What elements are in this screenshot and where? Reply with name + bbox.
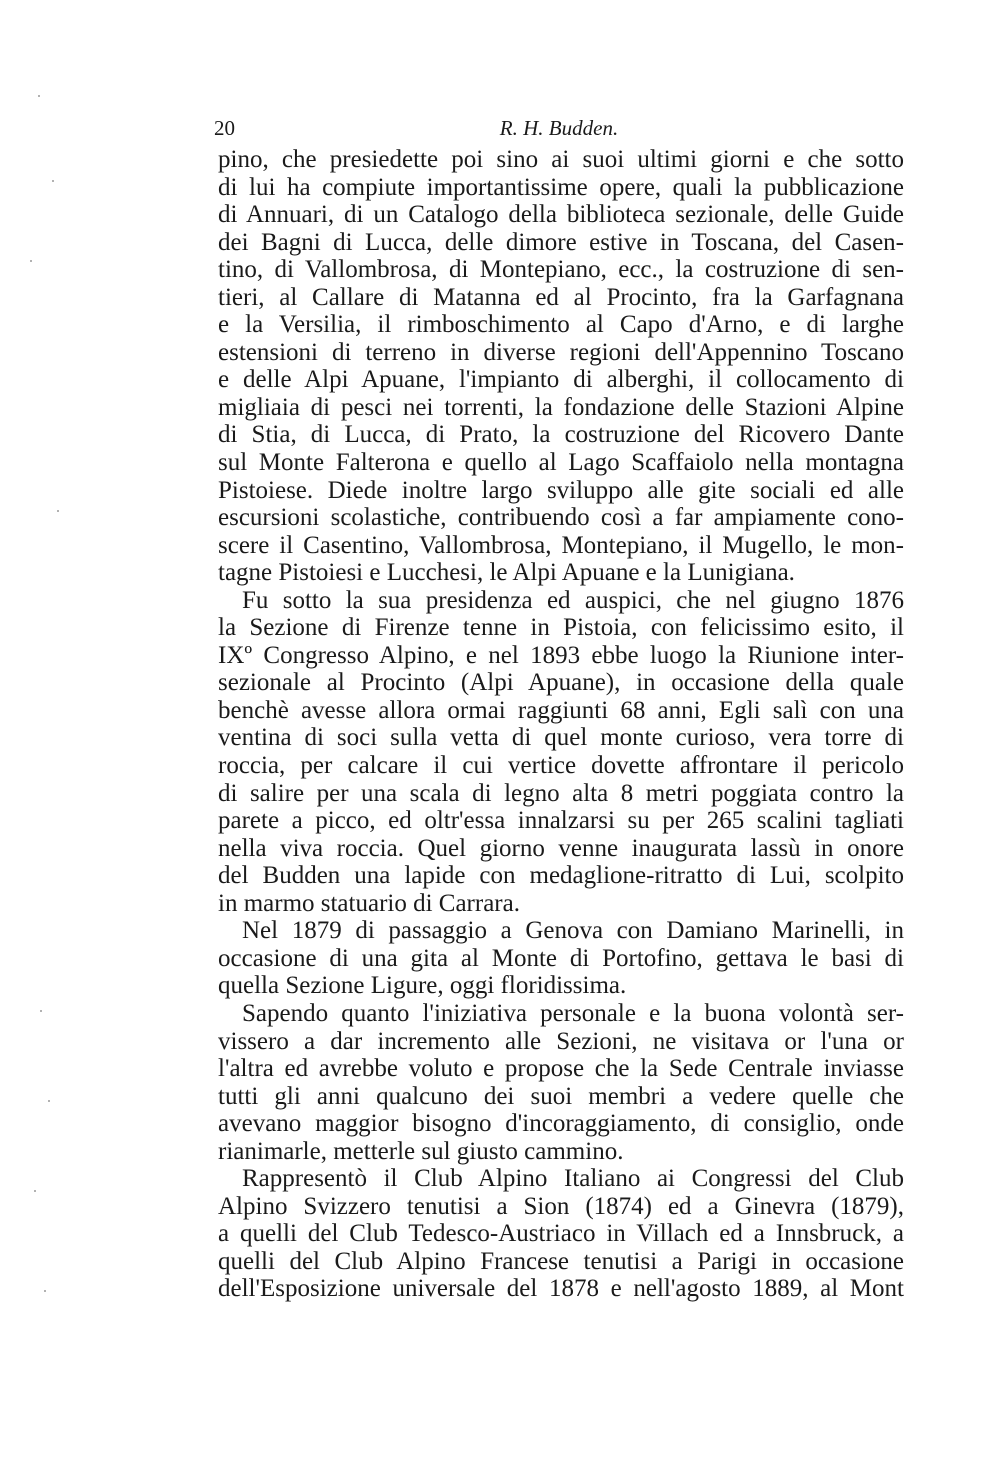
running-title: R. H. Budden. — [499, 116, 619, 140]
text-line: l'altra ed avrebbe voluto e propose che la Sede Centrale inviasse — [218, 1055, 904, 1083]
text-line: sezionale al Procinto (Alpi Apuane), in occasione della quale — [218, 669, 904, 697]
text-line: avevano maggior bisogno d'incoraggiamento, di consiglio, onde — [218, 1110, 904, 1138]
text-line: del Budden una lapide con medaglione-ritratto di Lui, scolpito — [218, 862, 904, 890]
text-line: Alpino Svizzero tenutisi a Sion (1874) ed a Ginevra (1879), — [218, 1192, 904, 1220]
text-line: parete a picco, ed oltr'essa innalzarsi su per 265 scalini tagliati — [218, 807, 904, 835]
text-line: di lui ha compiute importantissime opere, quali la pubblicazione — [218, 173, 904, 201]
text-line: tino, di Vallombrosa, di Montepiano, ecc., la costruzione di sen- — [218, 256, 904, 284]
text-line: dei Bagni di Lucca, delle dimore estive in Toscana, del Casen- — [218, 228, 904, 256]
text-line: tieri, al Callare di Matanna ed al Procinto, fra la Garfagnana — [218, 283, 904, 311]
text-line: a quelli del Club Tedesco-Austriaco in Villach ed a Innsbruck, a — [218, 1220, 904, 1248]
text-line: IXº Congresso Alpino, e nel 1893 ebbe luogo la Riunione inter- — [218, 641, 904, 669]
text-line: nella viva roccia. Quel giorno venne inaugurata lassù in onore — [218, 834, 904, 862]
text-line: roccia, per calcare il cui vertice dovette affrontare il pericolo — [218, 752, 904, 780]
scan-speck — [44, 1290, 46, 1292]
page-number: 20 — [214, 116, 235, 140]
text-line: Rappresentò il Club Alpino Italiano ai Congressi del Club — [242, 1165, 904, 1193]
scan-speck — [48, 1100, 50, 1102]
text-line: sul Monte Falterona e quello al Lago Scaffaiolo nella montagna — [218, 449, 904, 477]
text-line: quelli del Club Alpino Francese tenutisi a Parigi in occasione — [218, 1247, 904, 1275]
text-line: Fu sotto la sua presidenza ed auspici, che nel giugno 1876 — [242, 586, 904, 614]
text-line: quella Sezione Ligure, oggi floridissima. — [218, 972, 627, 1000]
text-line: rianimarle, metterle sul giusto cammino. — [218, 1137, 624, 1165]
scan-speck — [34, 1190, 36, 1192]
text-line: tutti gli anni qualcuno dei suoi membri a vedere quelle che — [218, 1082, 904, 1110]
text-line: Sapendo quanto l'iniziativa personale e la buona volontà ser- — [242, 999, 904, 1027]
text-line: la Sezione di Firenze tenne in Pistoia, con felicissimo esito, il — [218, 614, 904, 642]
text-line: estensioni di terreno in diverse regioni dell'Appennino Toscano — [218, 338, 904, 366]
scan-speck — [57, 510, 59, 512]
text-line: di Annuari, di un Catalogo della biblioteca sezionale, delle Guide — [218, 201, 904, 229]
text-line: e delle Alpi Apuane, l'impianto di alberghi, il collocamento di — [218, 366, 904, 394]
text-line: scere il Casentino, Vallombrosa, Montepiano, il Mugello, le mon- — [218, 531, 904, 559]
text-line: Nel 1879 di passaggio a Genova con Damiano Marinelli, in — [242, 917, 904, 945]
text-line: migliaia di pesci nei torrenti, la fondazione delle Stazioni Alpine — [218, 393, 904, 421]
text-line: di salire per una scala di legno alta 8 metri poggiata contro la — [218, 779, 904, 807]
text-line: escursioni scolastiche, contribuendo così a far ampiamente cono- — [218, 504, 904, 532]
text-line: occasione di una gita al Monte di Portofino, gettava le basi di — [218, 944, 904, 972]
text-line: vissero a dar incremento alle Sezioni, ne visitava or l'una or — [218, 1027, 904, 1055]
text-line: ventina di soci sulla vetta di quel monte curioso, vera torre di — [218, 724, 904, 752]
text-line: Pistoiese. Diede inoltre largo sviluppo alle gite sociali ed alle — [218, 476, 904, 504]
text-line: e la Versilia, il rimboschimento al Capo d'Arno, e di larghe — [218, 311, 904, 339]
text-line: in marmo statuario di Carrara. — [218, 889, 520, 917]
text-line: di Stia, di Lucca, di Prato, la costruzione del Ricovero Dante — [218, 421, 904, 449]
scan-speck — [38, 95, 40, 97]
page-header — [214, 116, 904, 146]
scan-speck — [52, 180, 54, 182]
body-text — [218, 146, 904, 1303]
text-line: benchè avesse allora ormai raggiunti 68 anni, Egli salì con una — [218, 696, 904, 724]
text-line: tagne Pistoiesi e Lucchesi, le Alpi Apuane e la Lunigiana. — [218, 559, 795, 587]
scan-speck — [40, 1010, 42, 1012]
scan-speck — [30, 260, 32, 262]
text-line: pino, che presiedette poi sino ai suoi ultimi giorni e che sotto — [218, 146, 904, 173]
text-line: dell'Esposizione universale del 1878 e nell'agosto 1889, al Mont — [218, 1275, 904, 1303]
